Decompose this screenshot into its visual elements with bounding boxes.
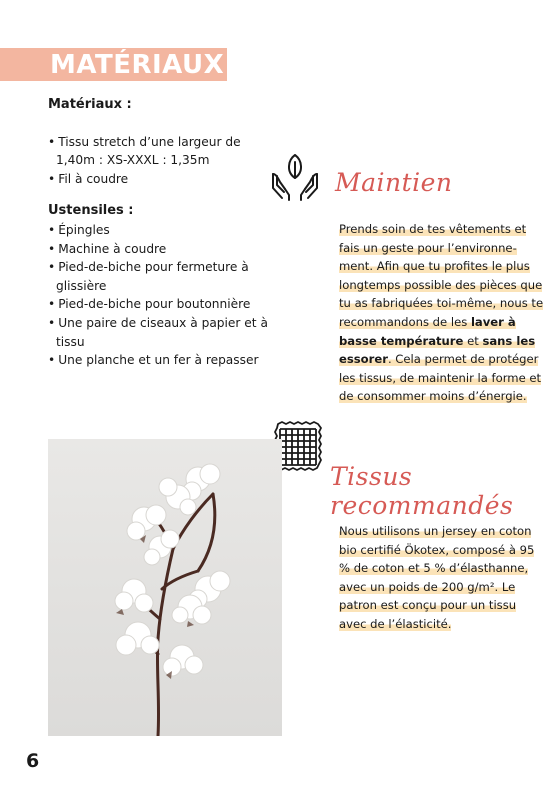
materials-heading: Matériaux : [48,97,132,112]
list-item: • Une paire de ciseaux à papier et à tissu [48,314,278,351]
hands-leaf-icon [270,152,320,202]
fabric-title: Tissus recommandés [330,462,514,520]
materials-column [48,96,278,370]
care-bold-2: sans les essorer [339,333,536,367]
page-title: MATÉRIAUX [50,50,225,80]
cotton-branch-illustration [48,439,282,736]
fabric-text: Nous utilisons un jersey en coton bio certifié Ökotex, composé à 95 % de coton et 5 % d’élasthanne, avec un poids de 200 g/m². Le patron est conçu pour un tissu avec de l’élasticité. [339,524,535,631]
list-item: • Une planche et un fer à repasser [48,351,278,370]
tools-heading: Ustensiles : [48,203,134,219]
list-item: • Pied-de-biche pour boutonnière [48,295,278,314]
tools-list [48,221,278,370]
list-item: • Pied-de-biche pour fermeture à glissière [48,258,278,295]
cotton-branch-photo [48,439,282,736]
care-title: Maintien [335,168,453,197]
list-item: • Épingles [48,221,278,240]
care-bold-1: laver à basse température [339,314,516,348]
list-item: • Fil à coudre [48,170,278,189]
page-number: 6 [26,750,40,772]
materials-list [48,133,278,189]
list-item: • Tissu stretch d’une largeur de 1,40m : XS-XXXL : 1,35m [48,133,278,170]
care-text: Prends soin de tes vêtements et fais un geste pour l’environne-ment. Afin que tu profites le plus longtemps possible des pièces que tu as fabriquées toi-même, nous te recommandons de les laver à basse température et sans les essorer. Cela permet de protéger les tissus, de maintenir la forme et de consommer moins d’énergie. [339,222,544,404]
list-item: • Machine à coudre [48,240,278,259]
